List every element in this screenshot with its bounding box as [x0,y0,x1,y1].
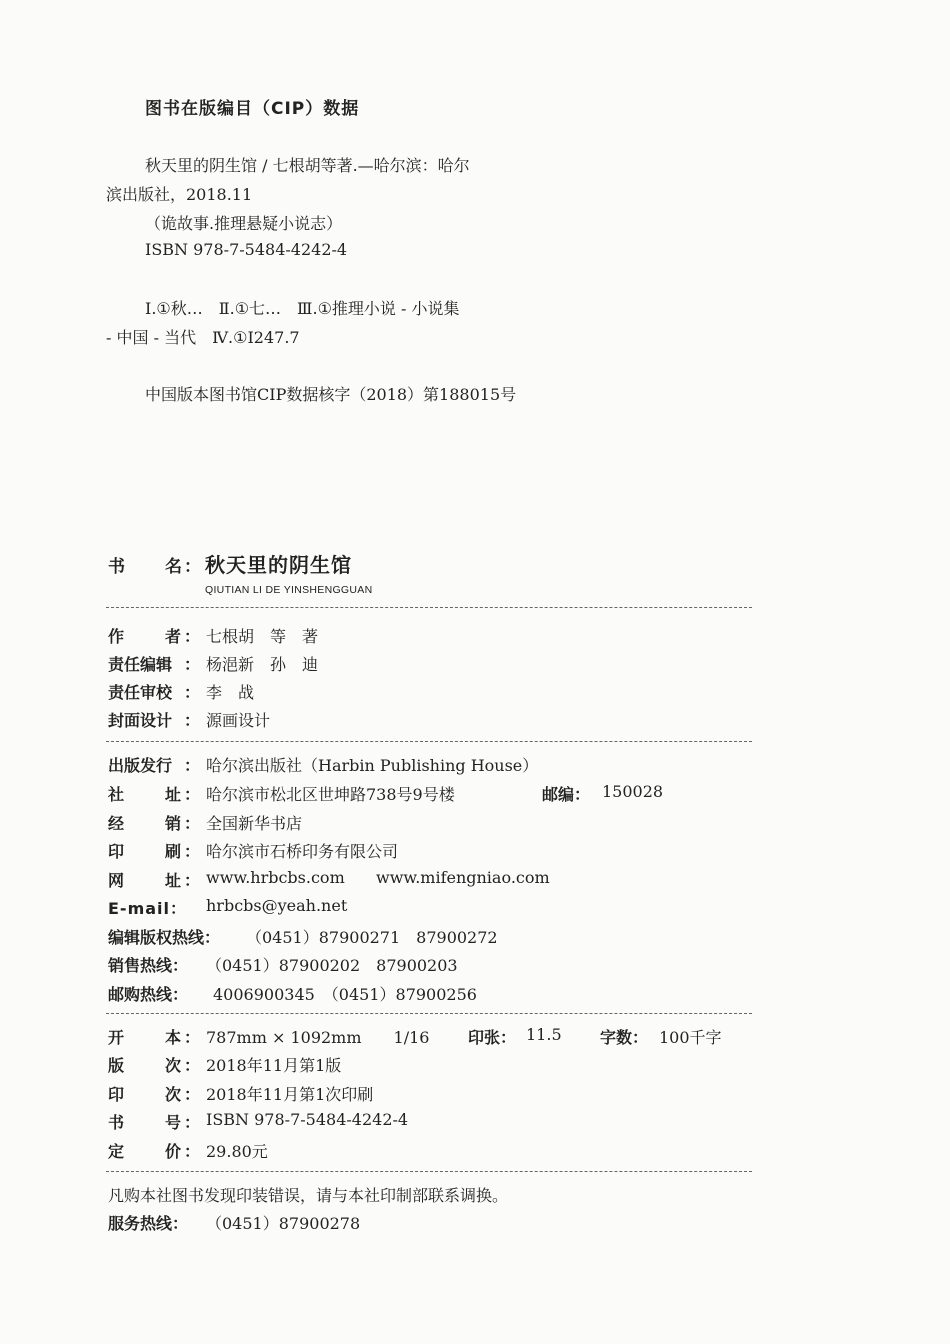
label-char: 销 [165,814,182,833]
label-char: 址 [165,785,182,804]
label-char: 定 [108,1142,125,1161]
format-value: 787mm × 1092mm 1/16 [206,1028,430,1047]
label-colon: ： [184,627,201,646]
cip-line: - 中国 - 当代 Ⅳ.①I247.7 [106,328,300,347]
cip-line: 秋天里的阴生馆 / 七根胡等著.—哈尔滨：哈尔 [145,156,470,175]
book-title-pinyin: QIUTIAN LI DE YINSHENGGUAN [205,584,373,596]
words-label: 字数： [600,1028,649,1047]
editor-label: 责任编辑 [108,655,173,674]
label-char: 经 [108,814,125,833]
sheets-value: 11.5 [526,1025,562,1044]
editorial-hotline-label: 编辑版权热线： [108,928,221,947]
email-label: E-mail： [108,899,188,918]
author-value: 七根胡 等 著 [206,627,319,646]
proofreader-value: 李 战 [206,683,255,702]
mail-order-label: 邮购热线： [108,985,189,1004]
dashed-divider [106,1013,752,1014]
service-hotline-label: 服务热线： [108,1214,189,1233]
website-link-1[interactable]: www.hrbcbs.com [206,868,345,887]
label-char: 者 [165,627,182,646]
label-char: 址 [165,871,182,890]
label-char: 刷 [165,842,182,861]
cover-design-value: 源画设计 [206,711,271,730]
postcode-label: 邮编： [542,785,591,804]
label-char: 作 [108,627,125,646]
isbn-value: ISBN 978-7-5484-4242-4 [206,1110,409,1129]
editorial-hotline-value: （0451）87900271 87900272 [246,928,498,947]
cip-line: 滨出版社，2018.11 [106,185,253,204]
label-colon: ： [184,1085,201,1104]
dashed-divider [106,607,752,608]
website-link-2[interactable]: www.mifengniao.com [376,868,550,887]
edition-value: 2018年11月第1版 [206,1056,342,1075]
label-char: 次 [165,1085,182,1104]
postcode-value: 150028 [602,782,664,801]
email-value[interactable]: hrbcbs@yeah.net [206,896,348,915]
label-colon: ： [184,655,201,674]
distribution-label: 出版发行 [108,756,173,775]
cip-line: ISBN 978-7-5484-4242-4 [145,240,348,259]
impression-value: 2018年11月第1次印刷 [206,1085,374,1104]
label-char: 社 [108,785,125,804]
label-char: 本 [165,1028,182,1047]
label-colon: ： [184,842,201,861]
label-colon: ： [184,711,201,730]
book-title-label [108,552,201,577]
dashed-divider [106,741,752,742]
label-colon: ： [184,756,201,775]
dashed-divider [106,1171,752,1172]
label-colon: ： [184,871,201,890]
sheets-label: 印张： [468,1028,517,1047]
words-value: 100千字 [659,1028,722,1047]
cip-heading: 图书在版编目（CIP）数据 [145,99,360,119]
label-colon: ： [184,683,201,702]
label-char: 网 [108,871,125,890]
label-char: 版 [108,1056,125,1075]
label-char: 书 [108,557,125,577]
printer-value: 哈尔滨市石桥印务有限公司 [206,842,399,861]
editor-value: 杨浥新 孙 迪 [206,655,319,674]
sales-hotline-value: （0451）87900202 87900203 [206,956,458,975]
label-char: 印 [108,1085,125,1104]
service-hotline-value: （0451）87900278 [206,1214,361,1233]
distribution-value: 哈尔滨出版社（Harbin Publishing House） [206,756,539,775]
label-char: 次 [165,1056,182,1075]
book-title: 秋天里的阴生馆 [205,553,352,577]
label-colon: ： [184,1056,201,1075]
dealer-value: 全国新华书店 [206,814,303,833]
proofreader-label: 责任审校 [108,683,173,702]
label-char: 价 [165,1142,182,1161]
label-colon: ： [184,1028,201,1047]
sales-hotline-label: 销售热线： [108,956,189,975]
cip-line: 中国版本图书馆CIP数据核字（2018）第188015号 [145,385,517,404]
label-char: 名 [165,557,182,577]
cip-line: （诡故事.推理悬疑小说志） [145,214,343,233]
label-colon: ： [184,557,201,577]
cip-line: Ⅰ.①秋… Ⅱ.①七… Ⅲ.①推理小说 - 小说集 [145,299,460,318]
label-char: 书 [108,1113,125,1132]
label-colon: ： [184,1113,201,1132]
label-colon: ： [184,785,201,804]
mail-order-value: 4006900345 （0451）87900256 [213,985,477,1004]
address-value: 哈尔滨市松北区世坤路738号9号楼 [206,785,455,804]
price-value: 29.80元 [206,1142,268,1161]
label-char: 开 [108,1028,125,1047]
cover-design-label: 封面设计 [108,711,173,730]
label-colon: ： [184,814,201,833]
label-char: 号 [165,1113,182,1132]
misprint-notice: 凡购本社图书发现印装错误，请与本社印制部联系调换。 [108,1186,509,1205]
label-char: 印 [108,842,125,861]
label-colon: ： [184,1142,201,1161]
